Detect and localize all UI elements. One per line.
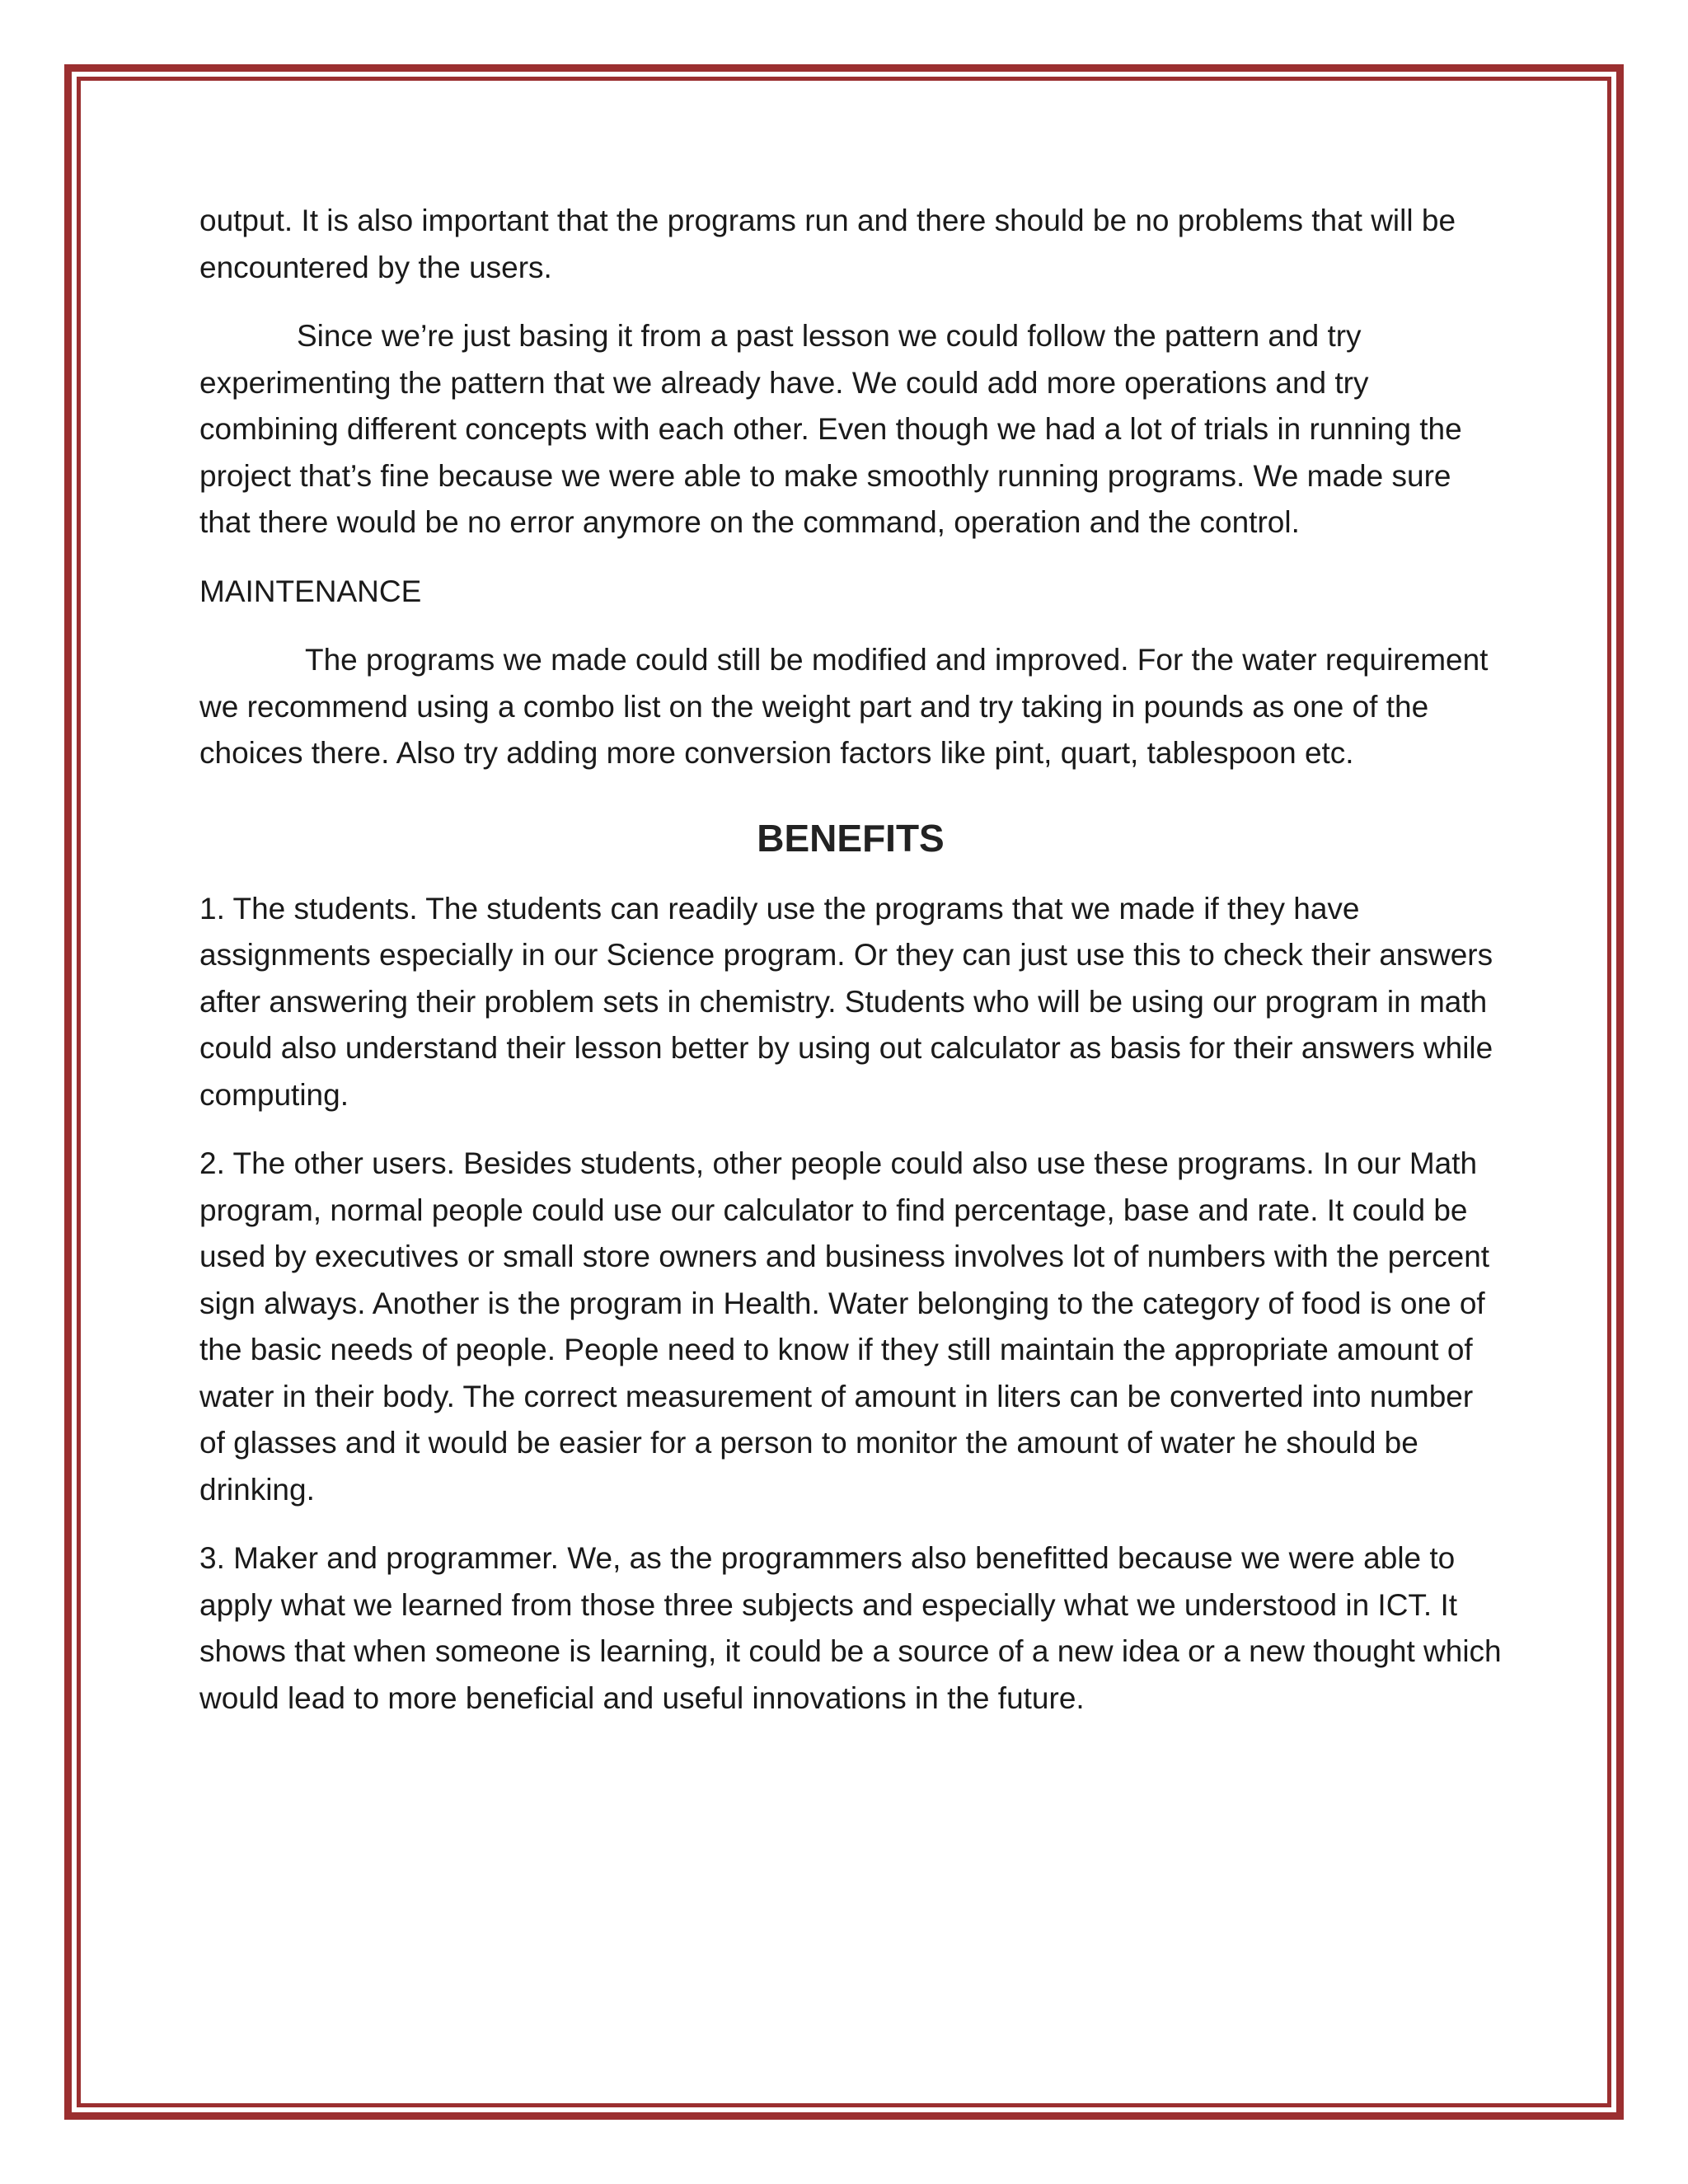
benefit-item-other-users: 2. The other users. Besides students, other people could also use these programs. In our Math program, normal people could use our calculator to find percentage, base and rate. It could be used by executives or small store owners and business involves lot of numbers with the percent sign always. Another is the program in Health. Water belonging to the category of food is one of the basic needs of people. People need to know if they still maintain the appropriate amount of water in their body. The correct measurement of amount in liters can be converted into number of glasses and it would be easier for a person to monitor the amount of water he should be drinking. (199, 1146, 1490, 1507)
maintenance-heading: MAINTENANCE (199, 574, 422, 608)
paragraph-output: output. It is also important that the programs run and there should be no problems that will be encountered by the users. (199, 204, 1456, 284)
maintenance-paragraph: The programs we made could still be modified and improved. For the water requirement we recommend using a combo list on the weight part and try taking in pounds as one of the choices there. Also try adding more conversion factors like pint, quart, tablespoon etc. (199, 643, 1489, 770)
benefit-item-students: 1. The students. The students can readily use the programs that we made if they have assignments especially in our Science program. Or they can just use this to check their answers after answering their problem sets in chemistry. Students who will be using our program in math could also understand their lesson better by using out calculator as basis for their answers while computing. (199, 891, 1493, 1112)
benefits-title: BENEFITS (757, 816, 945, 860)
benefit-item-maker: 3. Maker and programmer. We, as the programmers also benefitted because we were able to apply what we learned from those three subjects and especially what we understood in ICT. It shows that when someone is learning, it could be a source of a new idea or a new thought which would lead to more beneficial and useful innovations in the future. (199, 1541, 1502, 1715)
document-body (199, 198, 1502, 1744)
paragraph-pattern: Since we’re just basing it from a past lesson we could follow the pattern and try experimenting the pattern that we already have. We could add more operations and try combining different concepts with each other. Even though we had a lot of trials in running the project that’s fine because we were able to make smoothly running programs. We made sure that there would be no error anymore on the command, operation and the control. (199, 319, 1462, 539)
